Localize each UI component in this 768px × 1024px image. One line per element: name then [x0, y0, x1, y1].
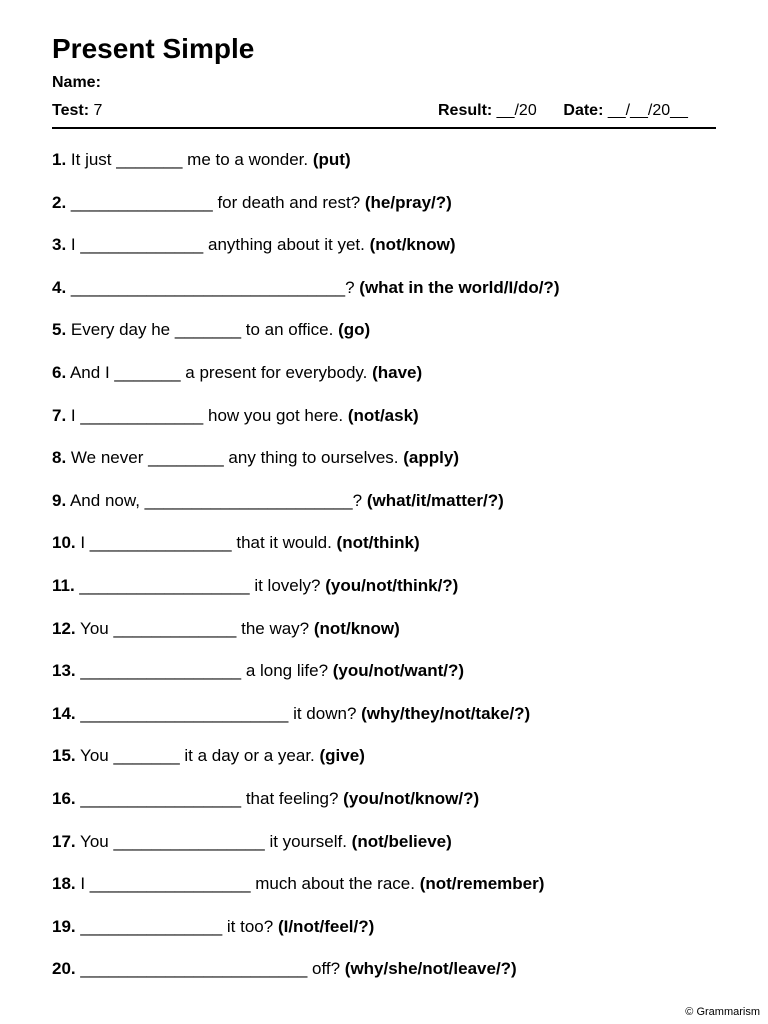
- question-hint: (why/she/not/leave/?): [344, 959, 517, 979]
- page-title: Present Simple: [52, 33, 255, 64]
- question-number: 14.: [52, 703, 76, 723]
- question-hint: (go): [338, 320, 371, 340]
- question-item: [52, 446, 732, 489]
- date-value: __/__/20__: [603, 102, 688, 119]
- test-field: [52, 102, 102, 119]
- question-item: [52, 702, 732, 745]
- question-item: [52, 191, 732, 234]
- question-text: And I _______ a present for everybody.: [66, 362, 373, 382]
- question-text: ________________________ off?: [75, 959, 345, 979]
- question-item: [52, 617, 732, 660]
- question-number: 3.: [52, 235, 67, 255]
- question-item: [52, 233, 732, 276]
- question-hint: (apply): [403, 448, 459, 468]
- question-number: 1.: [52, 150, 67, 169]
- question-number: 5.: [52, 320, 67, 340]
- question-hint: (not/think): [336, 533, 420, 553]
- question-text: _______________ for death and rest?: [66, 192, 365, 212]
- question-hint: (you/not/think/?): [325, 575, 459, 595]
- question-hint: (not/know): [369, 235, 456, 255]
- question-hint: (I/not/feel/?): [277, 916, 375, 936]
- test-value: 7: [89, 102, 103, 119]
- question-hint: (not/remember): [419, 874, 545, 894]
- copyright-notice: © Grammarism: [685, 1006, 760, 1018]
- result-value: __/20: [492, 102, 537, 119]
- question-number: 7.: [52, 405, 67, 425]
- question-text: You _______ it a day or a year.: [75, 746, 320, 766]
- question-item: [52, 872, 732, 915]
- question-text: _____________________________?: [66, 277, 360, 297]
- question-number: 11.: [52, 575, 75, 595]
- question-hint: (have): [372, 362, 423, 382]
- question-item: [52, 744, 732, 787]
- question-number: 13.: [52, 661, 76, 681]
- question-item: [52, 830, 732, 873]
- question-number: 12.: [52, 618, 76, 638]
- question-text: __________________ it lovely?: [74, 575, 326, 595]
- question-number: 17.: [52, 831, 76, 851]
- question-hint: (what/it/matter/?): [366, 490, 504, 510]
- question-text: _________________ that feeling?: [75, 788, 344, 808]
- question-item: [52, 318, 732, 361]
- question-number: 18.: [52, 874, 76, 894]
- question-hint: (not/believe): [351, 831, 452, 851]
- result-label: Result:: [438, 102, 493, 119]
- question-number: 4.: [52, 277, 67, 297]
- question-item: [52, 148, 732, 191]
- question-text: I _____________ anything about it yet.: [66, 235, 370, 255]
- question-text: I _______________ that it would.: [75, 533, 337, 553]
- header-divider: [52, 127, 716, 129]
- question-hint: (not/know): [313, 618, 400, 638]
- question-number: 6.: [52, 362, 67, 382]
- question-text: Every day he _______ to an office.: [66, 320, 339, 340]
- question-text: You _____________ the way?: [75, 618, 314, 638]
- question-hint: (he/pray/?): [364, 192, 452, 212]
- question-item: [52, 361, 732, 404]
- meta-row: [52, 101, 716, 121]
- question-text: _______________ it too?: [75, 916, 278, 936]
- question-number: 10.: [52, 533, 76, 553]
- question-hint: (why/they/not/take/?): [361, 703, 531, 723]
- question-number: 15.: [52, 746, 76, 766]
- question-number: 16.: [52, 788, 76, 808]
- result-date-fields: [438, 101, 688, 121]
- question-text: And now, ______________________?: [66, 490, 367, 510]
- question-number: 19.: [52, 916, 76, 936]
- question-text: _________________ a long life?: [75, 661, 333, 681]
- question-item: [52, 276, 732, 319]
- question-list: [52, 148, 732, 1000]
- question-number: 9.: [52, 490, 67, 510]
- question-item: [52, 574, 732, 617]
- question-hint: (give): [319, 746, 365, 766]
- question-text: ______________________ it down?: [75, 703, 362, 723]
- question-hint: (you/not/know/?): [343, 788, 480, 808]
- question-text: It just _______ me to a wonder.: [66, 150, 313, 169]
- question-item: [52, 659, 732, 702]
- question-text: I _____________ how you got here.: [66, 405, 348, 425]
- question-hint: (put): [312, 150, 351, 169]
- name-label: Name:: [52, 74, 101, 91]
- question-item: [52, 787, 732, 830]
- question-hint: (what in the world/I/do/?): [359, 277, 560, 297]
- question-hint: (you/not/want/?): [332, 661, 465, 681]
- question-text: We never ________ any thing to ourselves.: [66, 448, 404, 468]
- question-hint: (not/ask): [347, 405, 419, 425]
- test-label: Test:: [52, 102, 90, 119]
- question-number: 20.: [52, 959, 76, 979]
- question-item: [52, 489, 732, 532]
- question-item: [52, 404, 732, 447]
- question-item: [52, 915, 732, 958]
- date-label: Date:: [563, 102, 604, 119]
- question-item: [52, 531, 732, 574]
- question-text: You ________________ it yourself.: [75, 831, 352, 851]
- question-number: 2.: [52, 192, 67, 212]
- question-number: 8.: [52, 448, 67, 468]
- question-item: [52, 957, 732, 1000]
- question-text: I _________________ much about the race.: [75, 874, 420, 894]
